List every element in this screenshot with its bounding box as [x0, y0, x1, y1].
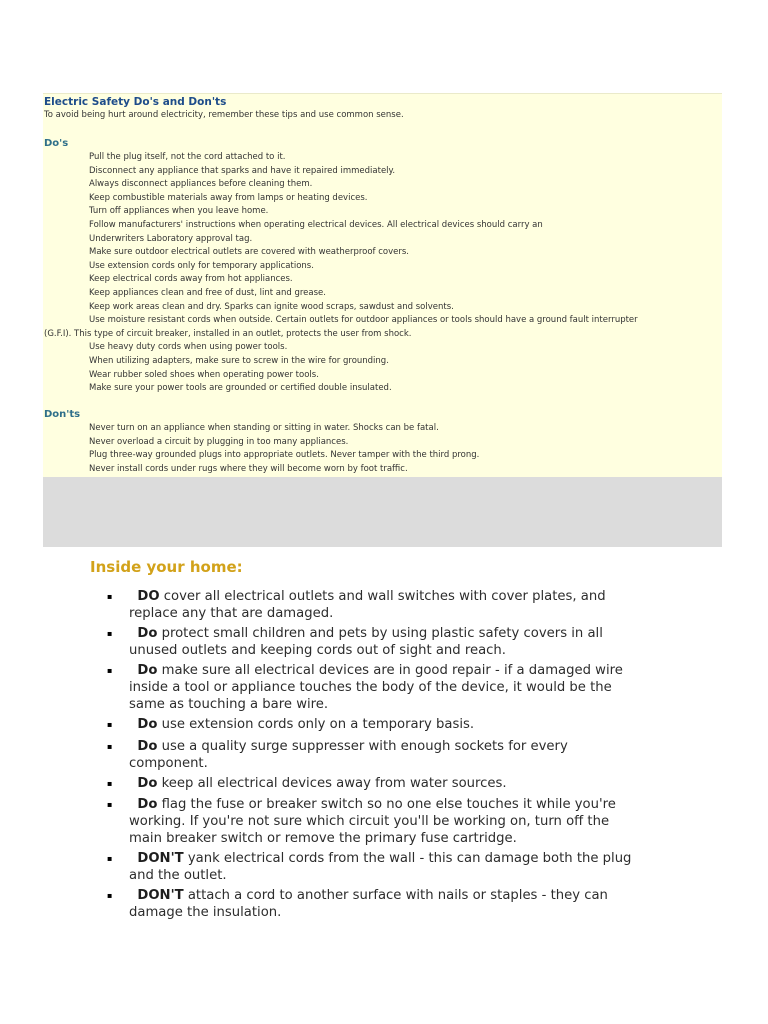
panel-list-line: Keep work areas clean and dry. Sparks can ignite wood scraps, sawdust and solvents. [89, 301, 454, 312]
donts-heading: Don'ts [44, 409, 81, 420]
home-item-line: damage the insulation. [129, 905, 282, 921]
bullet-marker: ▪ [107, 720, 113, 729]
panel-list-line: Make sure your power tools are grounded or certified double insulated. [89, 383, 392, 394]
panel-title: Electric Safety Do's and Don'ts [44, 96, 227, 108]
home-item-keyword: Do [137, 739, 158, 754]
bullet-marker: ▪ [107, 742, 113, 751]
home-item-line [129, 716, 474, 733]
home-item-line: replace any that are damaged. [129, 606, 334, 622]
home-item-text: flag the fuse or breaker switch so no one else touches it while you're [161, 797, 616, 812]
home-item-text: protect small children and pets by using plastic safety covers in all [161, 626, 603, 641]
home-item-keyword: Do [137, 626, 158, 641]
home-item-text: make sure all electrical devices are in good repair - if a damaged wire [161, 663, 623, 678]
home-item-keyword: Do [137, 663, 158, 678]
panel-list-line: When utilizing adapters, make sure to screw in the wire for grounding. [89, 356, 389, 366]
home-item-line [129, 887, 608, 904]
home-item-line: and the outlet. [129, 868, 227, 884]
panel-list-line: Keep appliances clean and free of dust, lint and grease. [89, 288, 326, 298]
bullet-marker: ▪ [107, 854, 113, 863]
home-item-keyword: Do [137, 717, 158, 732]
home-item-line [129, 796, 616, 813]
home-item-line [129, 850, 631, 867]
bullet-marker: ▪ [107, 629, 113, 638]
home-item-text: keep all electrical devices away from water sources. [161, 776, 507, 791]
home-item-line: same as touching a bare wire. [129, 697, 329, 713]
panel-list-line: Never install cords under rugs where they will become worn by foot traffic. [89, 463, 408, 474]
panel-list-line: (G.F.I). This type of circuit breaker, installed in an outlet, protects the user from shock. [44, 328, 412, 339]
home-item-keyword: Do [137, 776, 158, 791]
panel-list-line: Make sure outdoor electrical outlets are covered with weatherproof covers. [89, 247, 410, 258]
home-item-text: yank electrical cords from the wall - this can damage both the plug [187, 851, 632, 866]
home-item-line: main breaker switch or remove the primary fuse cartridge. [129, 831, 517, 847]
panel-intro: To avoid being hurt around electricity, remember these tips and use common sense. [44, 110, 404, 120]
panel-list-line: Pull the plug itself, not the cord attached to it. [89, 152, 286, 162]
panel-list-line: Never turn on an appliance when standing or sitting in water. Shocks can be fatal. [89, 423, 439, 433]
home-item-keyword: DON'T [137, 851, 184, 866]
home-item-line: inside a tool or appliance touches the body of the device, it would be the [129, 680, 612, 696]
safety-panel [43, 93, 722, 547]
bullet-marker: ▪ [107, 891, 113, 900]
bullet-marker: ▪ [107, 592, 113, 601]
home-item-line [129, 588, 606, 605]
home-item-line [129, 662, 623, 679]
panel-list-line: Wear rubber soled shoes when operating power tools. [89, 369, 319, 380]
home-item-text: use extension cords only on a temporary basis. [161, 717, 475, 732]
home-item-text: use a quality surge suppresser with enough sockets for every [161, 739, 568, 754]
panel-list-line: Use moisture resistant cords when outside. Certain outlets for outdoor appliances or tools should have a ground fault interrupter [89, 315, 638, 326]
panel-list-line: Turn off appliances when you leave home. [89, 206, 269, 217]
panel-list-line: Underwriters Laboratory approval tag. [89, 233, 253, 244]
home-item-text: attach a cord to another surface with nails or staples - they can [187, 888, 608, 903]
home-item-line: component. [129, 756, 208, 772]
panel-list-line: Keep combustible materials away from lamps or heating devices. [89, 192, 368, 203]
home-item-keyword: DO [137, 589, 160, 604]
home-item-line [129, 738, 568, 755]
panel-list-line: Always disconnect appliances before cleaning them. [89, 179, 313, 190]
panel-list-line: Keep electrical cords away from hot appliances. [89, 274, 293, 285]
panel-list-line: Follow manufacturers' instructions when operating electrical devices. All electrical devices should carry an [89, 220, 543, 230]
panel-list-line: Never overload a circuit by plugging in too many appliances. [89, 436, 349, 447]
panel-list-line: Use heavy duty cords when using power tools. [89, 342, 288, 353]
bullet-marker: ▪ [107, 800, 113, 809]
panel-list-line: Use extension cords only for temporary applications. [89, 260, 314, 271]
dos-heading: Do's [44, 138, 69, 149]
home-item-line [129, 775, 507, 792]
home-item-keyword: DON'T [137, 888, 184, 903]
panel-list-line: Plug three-way grounded plugs into appropriate outlets. Never tamper with the third prong. [89, 450, 480, 461]
home-item-keyword: Do [137, 797, 158, 812]
panel-list-line: Disconnect any appliance that sparks and have it repaired immediately. [89, 165, 396, 176]
bullet-marker: ▪ [107, 779, 113, 788]
safety-panel-body [43, 93, 722, 477]
home-item-line: working. If you're not sure which circuit you'll be working on, turn off the [129, 814, 610, 830]
bullet-marker: ▪ [107, 666, 113, 675]
home-item-line: unused outlets and keeping cords out of sight and reach. [129, 643, 506, 659]
home-item-text: cover all electrical outlets and wall switches with cover plates, and [163, 589, 606, 604]
home-section-title: Inside your home: [90, 558, 243, 576]
home-item-line [129, 625, 603, 642]
